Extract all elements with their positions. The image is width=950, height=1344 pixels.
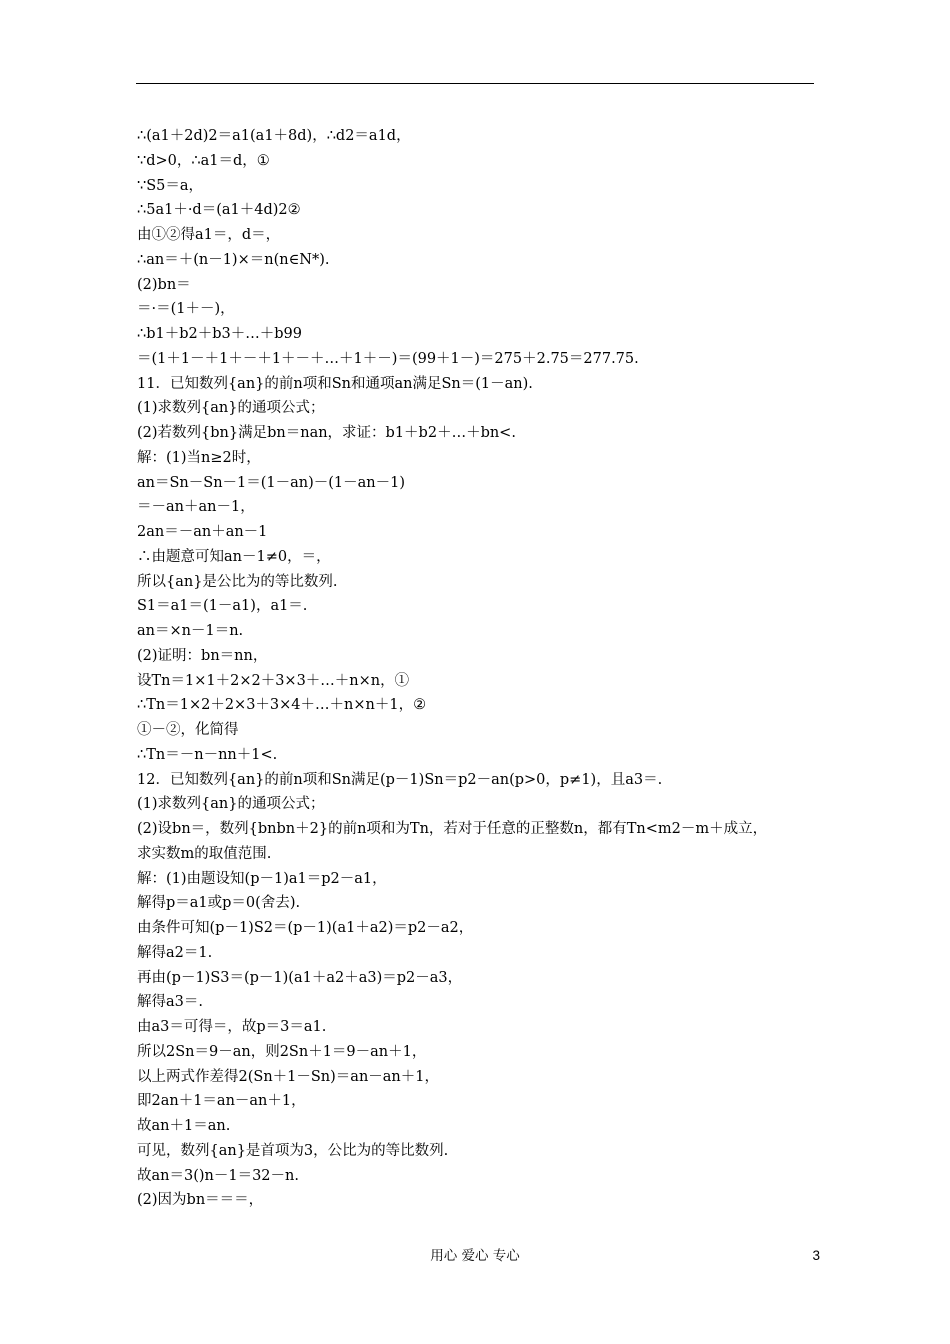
text-line: 由条件可知(p－1)S2＝(p－1)(a1＋a2)＝p2－a2， <box>137 920 474 936</box>
text-line: ＝(1＋1－＋1＋－＋1＋－＋…＋1＋－)＝(99＋1－)＝275＋2.75＝277.75. <box>137 350 639 367</box>
text-line: ＝－an＋an－1， <box>137 499 255 516</box>
text-line: ∴5a1＋·d＝(a1＋4d)2② <box>137 202 301 219</box>
text-line: 解得a3＝. <box>137 994 203 1011</box>
text-line: an＝×n－1＝n. <box>137 623 244 639</box>
text-line: 以上两式作差得2(Sn＋1－Sn)＝an－an＋1， <box>137 1068 439 1085</box>
header-rule <box>136 83 814 84</box>
text-line: (2)设bn＝，数列{bnbn＋2}的前n项和为Tn，若对于任意的正整数n，都有Tn<m2－m＋成立， <box>137 821 768 837</box>
text-line: (1)求数列{an}的通项公式； <box>137 400 325 417</box>
text-line: ∴Tn＝1×2＋2×3＋3×4＋…＋n×n＋1，② <box>137 697 427 714</box>
text-line: 解得a2＝1. <box>137 944 213 961</box>
text-line: (2)bn＝ <box>137 276 191 293</box>
text-line: (2)因为bn＝＝＝， <box>137 1192 264 1209</box>
text-line: (2)若数列{bn}满足bn＝nan，求证：b1＋b2＋…＋bn<. <box>137 425 516 441</box>
text-line: (2)证明：bn＝nn， <box>137 647 268 664</box>
problem-12-heading: 12．已知数列{an}的前n项和Sn满足(p－1)Sn＝p2－an(p>0，p≠1)，且a3＝. <box>137 771 663 788</box>
document-body <box>137 124 827 1213</box>
text-line: 故an＝3()n－1＝32－n. <box>137 1167 299 1184</box>
text-line: ∵S5＝a， <box>137 177 204 194</box>
text-line: 求实数m的取值范围. <box>137 845 272 862</box>
text-line: 2an＝－an＋an－1 <box>137 524 268 540</box>
text-line: S1＝a1＝(1－a1)，a1＝. <box>137 598 308 615</box>
text-line: ＝·＝(1＋－)， <box>137 301 235 318</box>
text-line: 解：(1)当n≥2时， <box>137 449 261 466</box>
text-line: ∴b1＋b2＋b3＋…＋b99 <box>137 326 302 342</box>
text-line: (1)求数列{an}的通项公式； <box>137 796 325 813</box>
problem-11-heading: 11．已知数列{an}的前n项和Sn和通项an满足Sn＝(1－an). <box>137 375 533 392</box>
page-footer: 用心 爱心 专心 <box>430 1248 520 1264</box>
text-line: 可见，数列{an}是首项为3，公比为的等比数列. <box>137 1142 449 1159</box>
text-line: ∴Tn＝－n－nn＋1<. <box>137 746 278 763</box>
text-line: ∵d>0，∴a1＝d，① <box>137 152 270 169</box>
text-line: 所以2Sn＝9－an，则2Sn＋1＝9－an＋1， <box>137 1043 427 1060</box>
text-line: 由①②得a1＝，d＝， <box>137 227 281 243</box>
text-line: ∴(a1＋2d)2＝a1(a1＋8d)，∴d2＝a1d， <box>137 128 411 144</box>
text-line: 解：(1)由题设知(p－1)a1＝p2－a1， <box>137 870 387 887</box>
text-line: 所以{an}是公比为的等比数列. <box>137 573 338 590</box>
text-line: ∴an＝＋(n－1)×＝n(n∈N*). <box>137 251 330 268</box>
text-line: 设Tn＝1×1＋2×2＋3×3＋…＋n×n，① <box>137 672 410 689</box>
text-line: 由a3＝可得＝，故p＝3＝a1. <box>137 1019 327 1035</box>
text-line: an＝Sn－Sn－1＝(1－an)－(1－an－1) <box>137 474 406 491</box>
text-line: 再由(p－1)S3＝(p－1)(a1＋a2＋a3)＝p2－a3， <box>137 969 463 986</box>
text-line: ∴由题意可知an－1≠0，＝， <box>137 548 331 565</box>
text-line: 解得p＝a1或p＝0(舍去). <box>137 895 301 912</box>
text-line: ①－②，化简得 <box>137 722 239 738</box>
text-line: 故an＋1＝an. <box>137 1118 231 1134</box>
text-line: 即2an＋1＝an－an＋1， <box>137 1093 306 1110</box>
page-number: 3 <box>812 1248 820 1263</box>
